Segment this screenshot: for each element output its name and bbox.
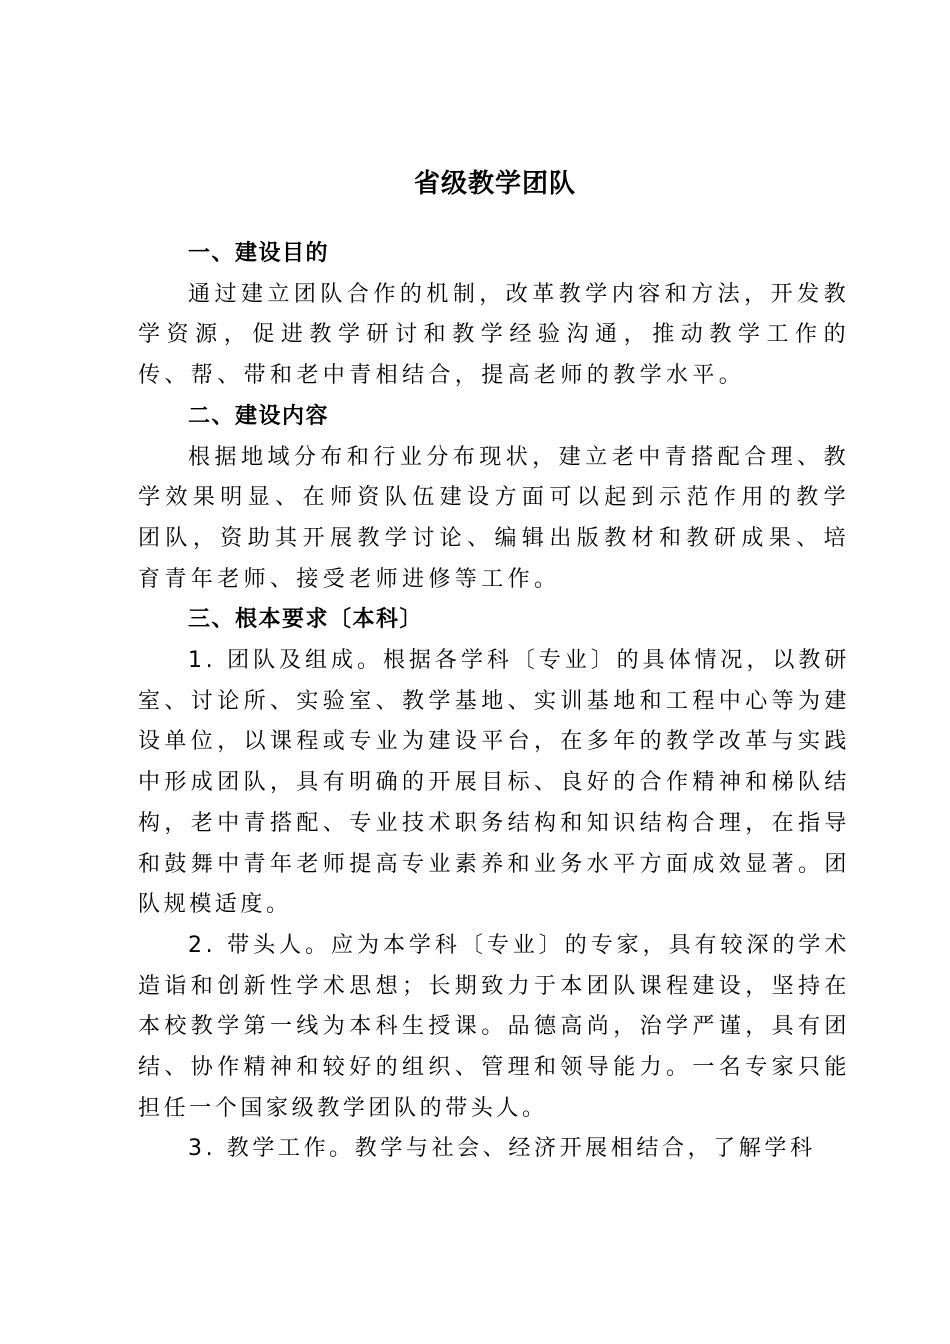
- paragraph-team-composition: 1. 团队及组成。根据各学科〔专业〕的具体情况，以教研室、讨论所、实验室、教学基地、实训基地和工程中心等为建设单位，以课程或专业为建设平台，在多年的教学改革与实践中形成团队，具有明确的开展目标、良好的合作精神和梯队结构，老中青搭配、专业技术职务结构和知识结构合理，在指导和鼓舞中青年老师提高专业素养和业务水平方面成效显著。团队规模适度。: [138, 648, 850, 918]
- paragraph-team-leader: 2. 带头人。应为本学科〔专业〕的专家，具有较深的学术造诣和创新性学术思想；长期致力于本团队课程建设，坚持在本校教学第一线为本科生授课。品德高尚，治学严谨，具有团结、协作精神和较好的组织、管理和领导能力。一名专家只能担任一个国家级教学团队的带头人。: [138, 932, 850, 1121]
- paragraph-teaching-work: 3. 教学工作。教学与社会、经济开展相结合，了解学科: [188, 1136, 816, 1162]
- document-body: [138, 234, 850, 1170]
- document-title: 省级教学团队: [413, 169, 576, 199]
- section-heading-requirements: 三、根本要求〔本科〕: [188, 607, 424, 633]
- paragraph-purpose: 通过建立团队合作的机制，改革教学内容和方法，开发教学资源，促进教学研讨和教学经验沟通，推动教学工作的传、帮、带和老中青相结合，提高老师的教学水平。: [138, 281, 850, 389]
- section-heading-purpose: 一、建设目的: [188, 241, 330, 266]
- section-heading-content: 二、建设内容: [188, 403, 330, 429]
- paragraph-content: 根据地域分布和行业分布现状，建立老中青搭配合理、教学效果明显、在师资队伍建设方面可以起到示范作用的教学团队，资助其开展教学讨论、编辑出版教材和教研成果、培育青年老师、接受老师进修等工作。: [138, 444, 850, 592]
